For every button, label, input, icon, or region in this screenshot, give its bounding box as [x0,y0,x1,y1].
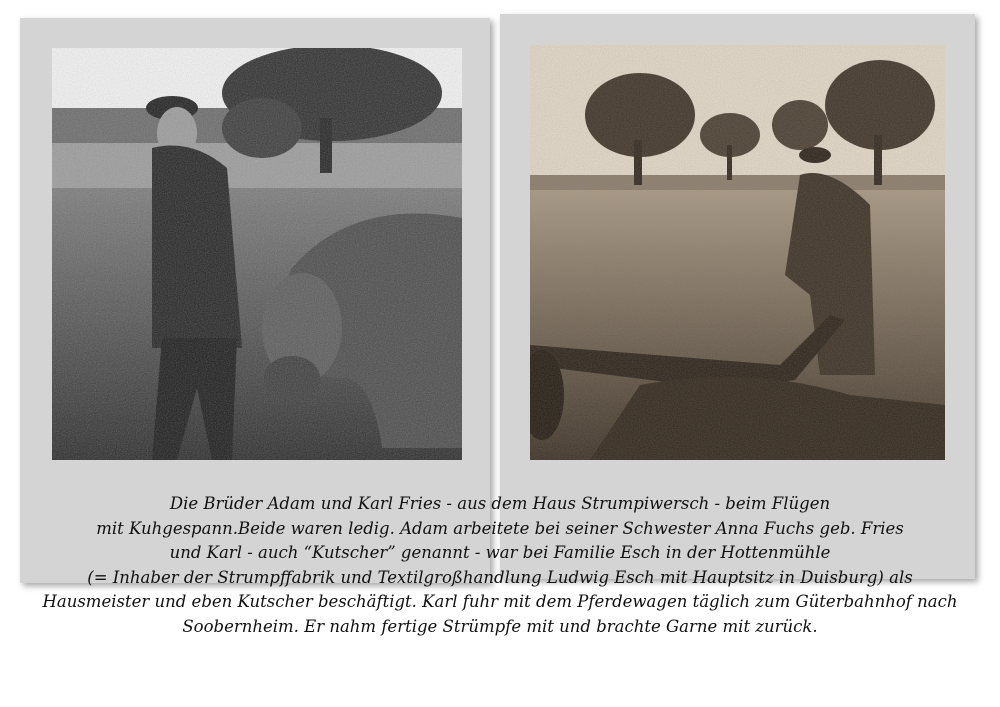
photo-caption [0,492,1000,639]
caption-line: mit Kuhgespann.Beide waren ledig. Adam arbeitete bei seiner Schwester Anna Fuchs geb. Fries [96,518,904,538]
caption-line: Soobernheim. Er nahm fertige Strümpfe mit und brachte Garne mit zurück. [182,616,818,636]
caption-line: Die Brüder Adam und Karl Fries - aus dem Haus Strumpiwersch - beim Flügen [169,494,831,513]
caption-line: und Karl - auch “Kutscher” genannt - war bei Familie Esch in der Hottenmühle [169,543,831,562]
caption-line: Hausmeister und eben Kutscher beschäftigt. Karl fuhr mit dem Pferdewagen täglich zum Güterbahnhof nach [42,592,958,611]
caption-line: (= Inhaber der Strumpffabrik und Textilgroßhandlung Ludwig Esch mit Hauptsitz in Duisburg) als [87,567,913,587]
photo-man-ploughing [530,45,945,460]
photo-man-with-cow [52,48,462,460]
